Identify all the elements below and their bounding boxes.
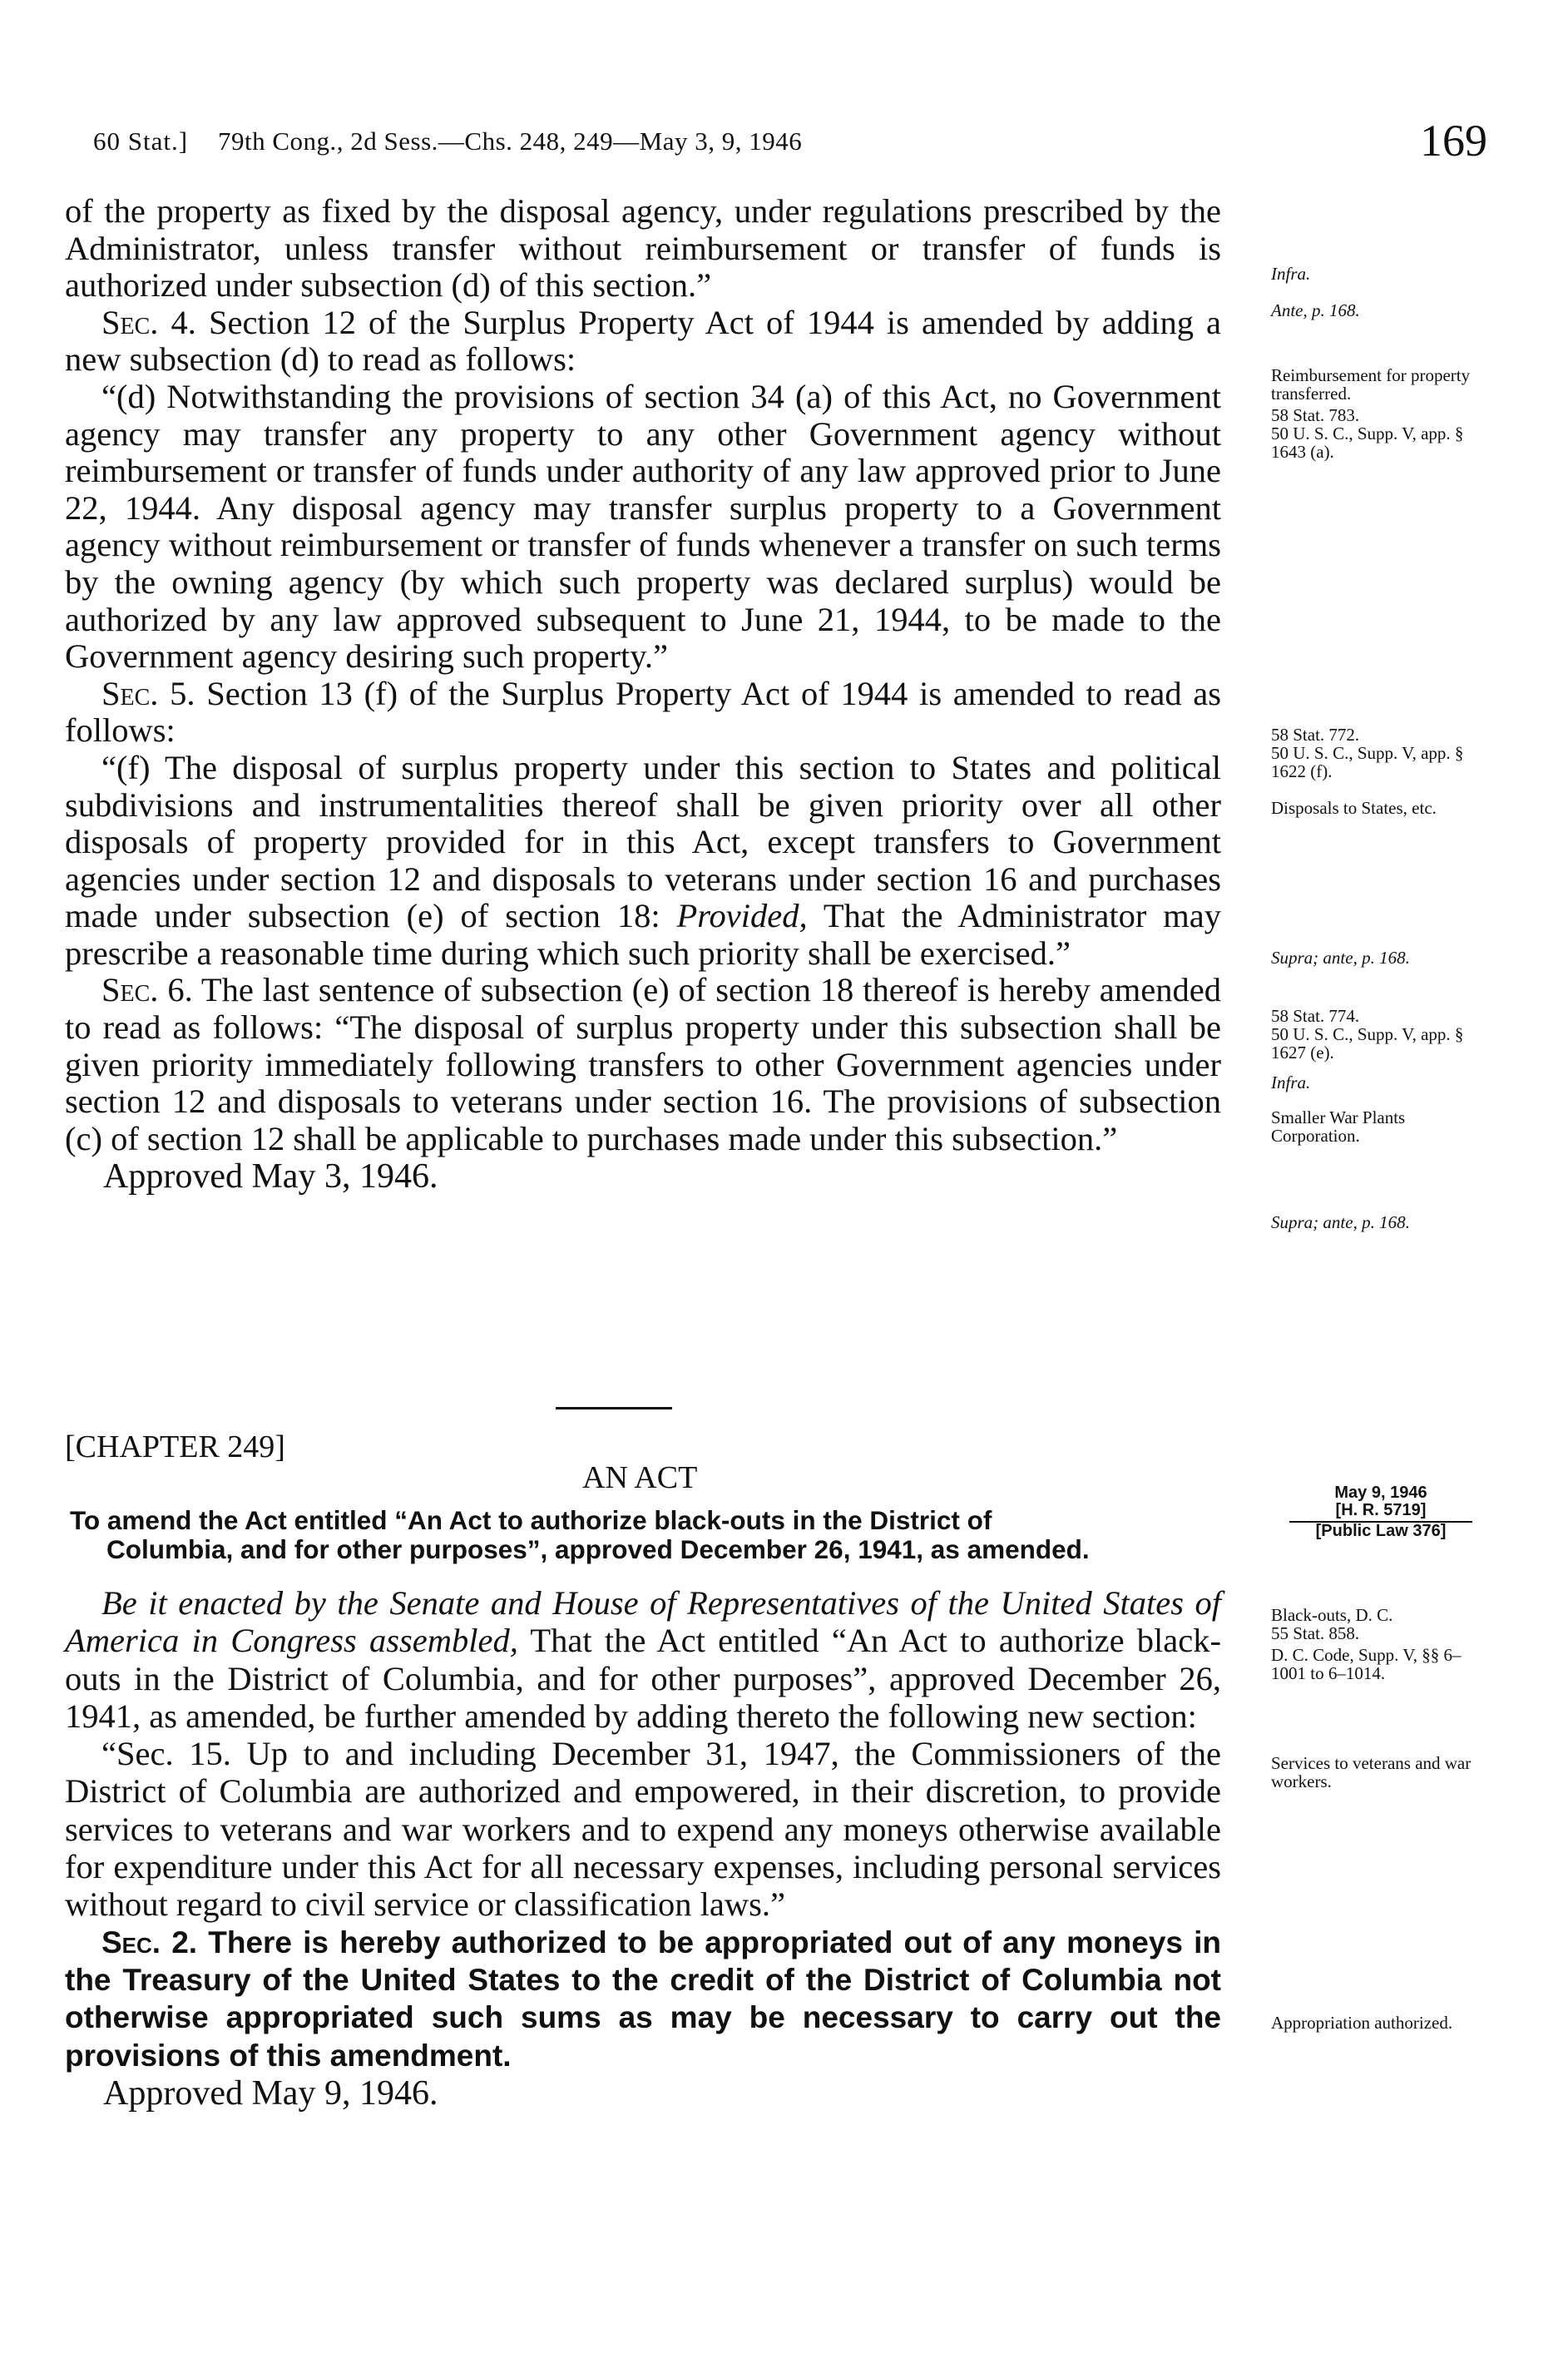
note-text: Infra. — [1271, 1073, 1311, 1092]
section-4-quote: “(d) Notwithstanding the provisions of section 34 (a) of this Act, no Government agency may transfer any property to any other Government agency without reimbursement or transfer of funds under authority of any law approved prior to June 22, 1944. Any disposal agency may transfer surplus property to a Government agency without reimbursement or transfer of funds whenever a transfer on such terms by the owning agency (by which such property was declared surplus) would be authorized by any law approved subsequent to June 21, 1944, to be made to the Government agency desiring such property.” — [65, 377, 1221, 676]
approved-line: Approved May 3, 1946. — [103, 1157, 438, 1196]
section-text: Section 12 of the Surplus Property Act of 1944 is amended by adding a new subsection (d) to read as follows: — [65, 303, 1222, 379]
note-text: Supra; ante, p. 168. — [1271, 1212, 1410, 1232]
margin-note: 50 U. S. C., Supp. V, app. § 1643 (a). — [1271, 424, 1464, 462]
section-label: Sec. 5. — [101, 674, 195, 712]
margin-note: 55 Stat. 858. — [1271, 1623, 1360, 1643]
note-text: Infra. — [1271, 264, 1311, 284]
margin-note: Black-outs, D. C. — [1271, 1605, 1393, 1625]
margin-note: 50 U. S. C., Supp. V, app. § 1622 (f). — [1271, 743, 1464, 781]
margin-note: 50 U. S. C., Supp. V, app. § 1627 (e). — [1271, 1024, 1464, 1063]
margin-note: Smaller War Plants Corporation. — [1271, 1107, 1406, 1146]
enacting-italic: Be it enacted by the Senate and House of Representatives of the United States of America in Congress assembled, — [65, 1584, 1221, 1660]
section-label: Sec. 2. — [101, 1925, 198, 1959]
chapter-label: [CHAPTER 249] — [65, 1429, 285, 1464]
purpose-line: To amend the Act entitled “An Act to authorize black-outs in the District of — [70, 1505, 992, 1535]
chapter-divider-rule — [556, 1407, 672, 1409]
section-2 — [65, 1924, 1221, 2074]
margin-note: 58 Stat. 774. — [1271, 1006, 1360, 1026]
section-text: There is hereby authorized to be appropriated out of any moneys in the Treasury of the United States to the credit of the District of Columbia not otherwise appropriated such sums as may be necessary to carry out the provisions of this amendment. — [65, 1925, 1222, 2073]
margin-note: D. C. Code, Supp. V, §§ 6–1001 to 6–1014. — [1271, 1645, 1462, 1683]
quote-text: “(f) The disposal of surplus property under this section to States and political subdivisions and instrumentalities thereof shall be given priority over all other disposals of property provided for in this Act, except transfers to Government agencies under section 12 and disposals to veterans under section 16 and purchases made under subsection (e) of section 18: — [65, 748, 1221, 935]
margin-note: Services to veterans and war workers. — [1271, 1753, 1472, 1791]
margin-note — [1271, 1213, 1521, 1231]
section-text: Section 13 (f) of the Surplus Property Act of 1944 is amended to read as follows: — [65, 674, 1221, 750]
provided-word: Provided, — [676, 897, 808, 935]
section-text: The last sentence of subsection (e) of section 18 thereof is hereby amended to read as follows: “The disposal of surplus property under this subsection shall be given priority immediately following transfers to other Government agencies under section 12 and disposals to veterans under section 16. The provisions of subsection (c) of section 12 shall be applicable to purchases made under this subsection.” — [65, 971, 1221, 1157]
public-law: [Public Law 376] — [1315, 1522, 1447, 1540]
section-5 — [65, 676, 1221, 750]
paragraph-continued: of the property as fixed by the disposal agency, under regulations prescribed by the Administrator, unless transfer without reimbursement or transfer of funds is authorized under subsection (d) of this section.” — [65, 192, 1221, 305]
volume-citation: 60 Stat.] — [93, 126, 189, 156]
section-label: Sec. 4. — [101, 303, 196, 341]
margin-note — [1271, 301, 1521, 320]
margin-note: Appropriation authorized. — [1271, 2013, 1453, 2033]
section-5-quote — [65, 750, 1221, 973]
chapter-248-body — [65, 193, 1221, 1196]
section-label: Sec. 6. — [101, 971, 193, 1009]
margin-note: Disposals to States, etc. — [1271, 798, 1437, 818]
purpose-line: Columbia, and for other purposes”, approved December 26, 1941, as amended. — [106, 1534, 1090, 1564]
chapter-249-body — [65, 1584, 1221, 2113]
enacting-text: That the Act entitled “An Act to authorize black-outs in the District of Columbia, and for other purposes”, approved December 26, 1941, as amended, be further amended by adding thereto the following new section: — [65, 1622, 1221, 1735]
margin-note: Reimbursement for property transferred. — [1271, 365, 1471, 404]
section-4 — [65, 305, 1221, 379]
note-text: Ante, p. 168. — [1271, 300, 1360, 320]
enacting-clause — [65, 1584, 1221, 1735]
margin-note: 58 Stat. 772. — [1271, 725, 1360, 745]
bill-info — [1256, 1484, 1506, 1540]
enactment-date: May 9, 1946 — [1334, 1484, 1427, 1502]
quote-text: That the Administrator may prescribe a reasonable time during which such priority shall be exercised.” — [65, 897, 1221, 972]
act-purpose — [70, 1506, 1221, 1564]
act-heading: AN ACT — [582, 1460, 698, 1495]
session-line: 79th Cong., 2d Sess.—Chs. 248, 249—May 3, 9, 1946 — [218, 126, 803, 156]
margin-note — [1271, 949, 1521, 967]
bill-number: [H. R. 5719] — [1289, 1502, 1472, 1523]
section-6 — [65, 972, 1221, 1157]
running-header — [93, 115, 1487, 173]
margin-note: 58 Stat. 783. — [1271, 405, 1360, 425]
margin-note — [1271, 265, 1521, 283]
approved-line: Approved May 9, 1946. — [103, 2073, 438, 2113]
note-text: Supra; ante, p. 168. — [1271, 948, 1410, 968]
section-15: “Sec. 15. Up to and including December 31, 1947, the Commissioners of the District of Columbia are authorized and empowered, in their discretion, to provide services to veterans and war workers and to expend any moneys otherwise available for expenditure under this Act for all necessary expenses, including personal services without regard to civil service or classification laws.” — [65, 1735, 1221, 1924]
margin-note — [1271, 1073, 1521, 1092]
page-number: 169 — [1420, 116, 1487, 166]
